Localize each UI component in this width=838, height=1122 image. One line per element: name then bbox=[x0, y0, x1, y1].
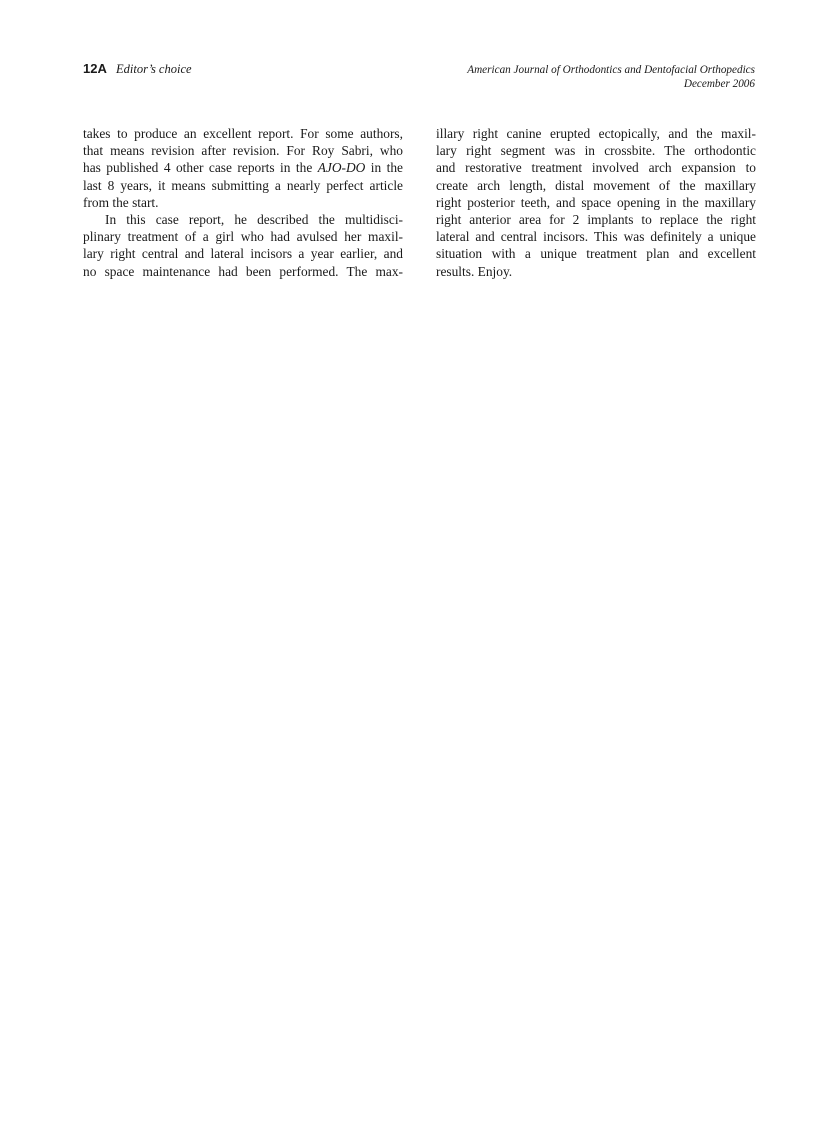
text-line: last 8 years, it means submitting a nearly perfect article bbox=[83, 177, 403, 193]
text-line: from the start. bbox=[83, 194, 159, 210]
text-line: create arch length, distal movement of the maxillary bbox=[436, 177, 756, 193]
text-line: situation with a unique treatment plan and excellent bbox=[436, 246, 756, 262]
text-line: and restorative treatment involved arch expansion to bbox=[436, 160, 756, 176]
text-column-right bbox=[436, 125, 756, 280]
text-line: illary right canine erupted ectopically, and the maxil- bbox=[436, 126, 756, 141]
page-number: 12A bbox=[83, 61, 107, 76]
text-line: right anterior area for 2 implants to replace the right bbox=[436, 211, 756, 227]
text-line: results. Enjoy. bbox=[436, 263, 513, 279]
text-fragment: in the bbox=[365, 160, 403, 176]
journal-title: American Journal of Orthodontics and Dentofacial Orthopedics bbox=[467, 64, 755, 76]
text-line: In this case report, he described the multidisci- bbox=[105, 211, 403, 227]
issue-date: December 2006 bbox=[683, 78, 755, 90]
text-line: that means revision after revision. For Roy Sabri, who bbox=[83, 143, 403, 159]
section-title: Editor’s choice bbox=[115, 62, 192, 76]
running-header-right bbox=[467, 63, 755, 91]
text-line: lary right segment was in crossbite. The orthodontic bbox=[436, 143, 756, 159]
text-line bbox=[83, 159, 403, 176]
text-line: plinary treatment of a girl who had avulsed her maxil- bbox=[83, 229, 403, 245]
text-line: right posterior teeth, and space opening in the maxillary bbox=[436, 194, 756, 210]
text-line: lateral and central incisors. This was definitely a unique bbox=[436, 229, 756, 245]
text-line: takes to produce an excellent report. For some authors, bbox=[83, 126, 403, 141]
text-column-left bbox=[83, 125, 403, 280]
text-line: no space maintenance had been performed. The max- bbox=[83, 263, 403, 279]
text-line: lary right central and lateral incisors a year earlier, and bbox=[83, 246, 403, 262]
running-header-left bbox=[83, 61, 192, 77]
text-fragment: has published 4 other case reports in the bbox=[83, 160, 318, 176]
journal-abbreviation: AJO-DO bbox=[317, 160, 366, 176]
